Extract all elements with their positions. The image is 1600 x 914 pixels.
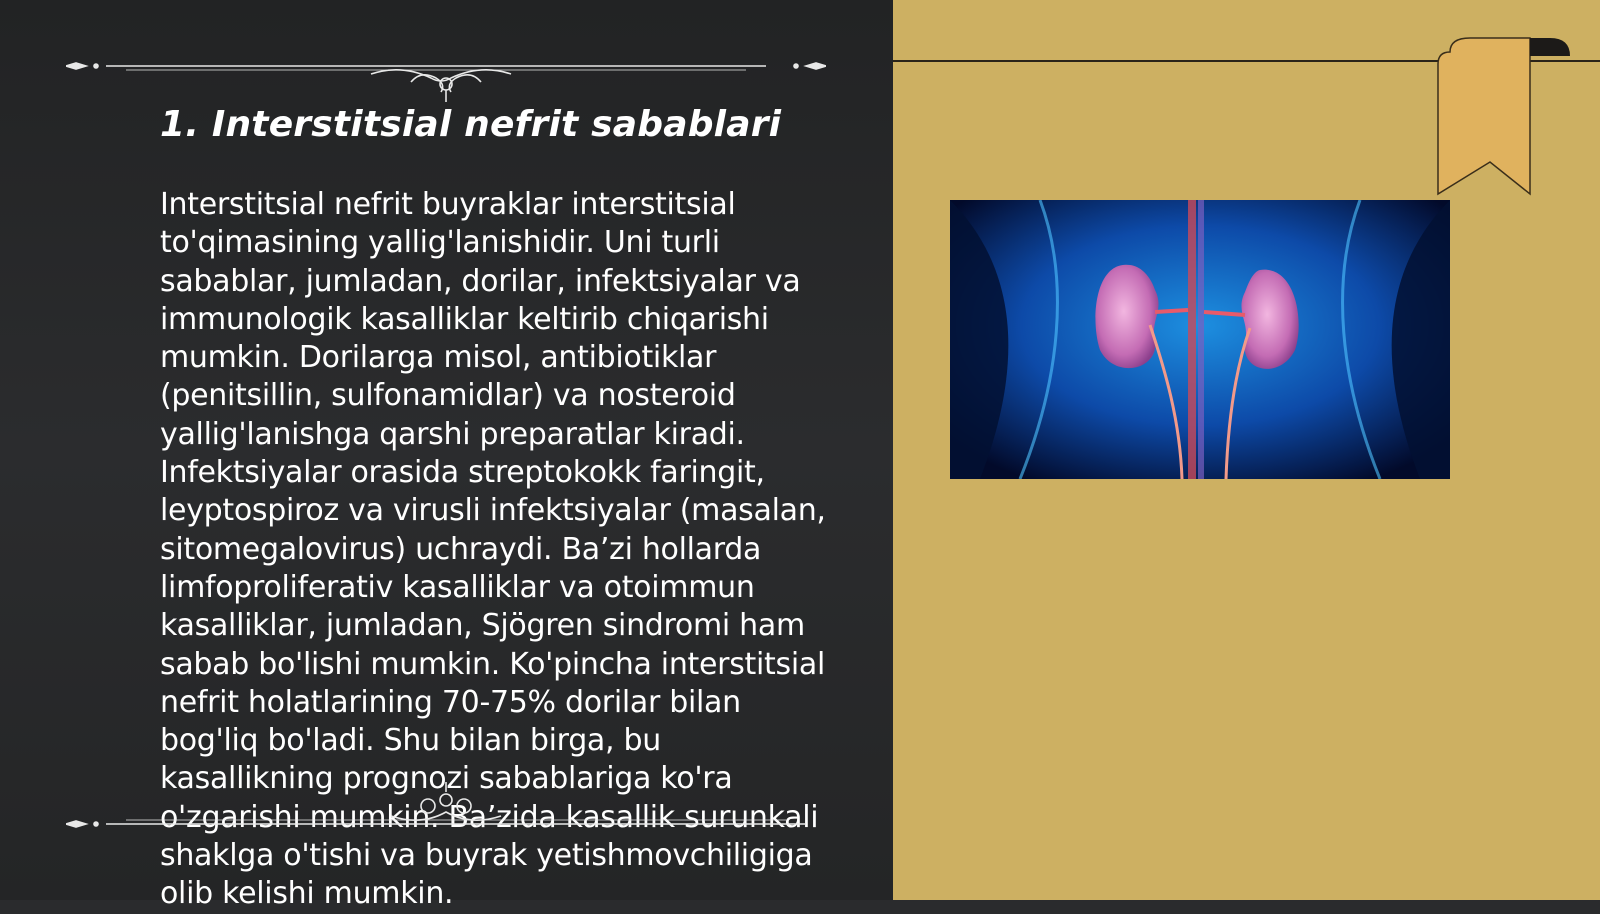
kidneys-xray-image bbox=[950, 200, 1450, 479]
slide-title: 1. Interstitsial nefrit sabablari bbox=[160, 104, 782, 145]
ornament-divider-icon bbox=[66, 52, 826, 102]
ornament-divider-icon bbox=[66, 780, 826, 830]
body-paragraph: Interstitsial nefrit buyraklar interstitsial to'qimasining yallig'lanishidir. Uni turli sabablar, jumladan, dorilar, infektsiyalar va immunologik kasalliklar keltirib chiqarishi mumkin. Dorilarga misol, antibiotiklar (penitsillin, sulfonamidlar) va nosteroid yallig'lanishga qarshi preparatlar kiradi. Infektsiyalar orasida streptokokk faringit, leyptospiroz va virusli infektsiyalar (masalan, sitomegalovirus) uchraydi. Ba’zi hollarda limfoproliferativ kasalliklar va otoimmun kasalliklar, jumladan, Sjögren sindromi ham sabab bo'lishi mumkin. Ko'pincha interstitsial nefrit holatlarining 70-75% dorilar bilan bog'liq bo'ladi. Shu bilan birga, bu kasallikning prognozi sabablariga ko'ra o'zgarishi mumkin. Ba’zida kasallik surunkali shaklga o'tishi va buyrak yetishmovchiligiga olib kelishi mumkin. bbox=[160, 187, 826, 912]
bookmark-icon bbox=[1430, 34, 1570, 204]
